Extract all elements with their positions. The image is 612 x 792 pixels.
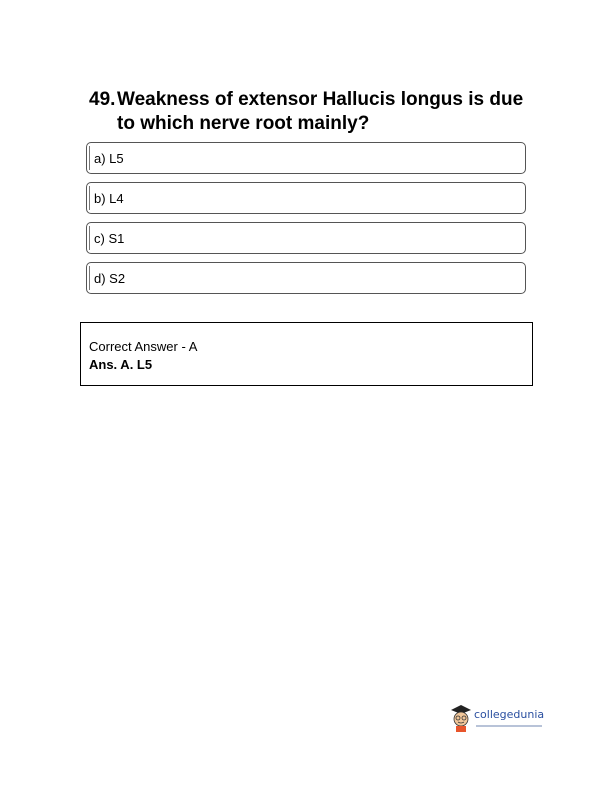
- options-list: [86, 142, 526, 302]
- option-label: a) L5: [94, 151, 124, 166]
- logo-brand-text: collegedunia: [474, 708, 545, 721]
- question-number: 49.: [89, 89, 116, 110]
- option-label: d) S2: [94, 271, 126, 286]
- correct-answer: Correct Answer - A: [89, 339, 198, 354]
- option-a[interactable]: [86, 142, 526, 174]
- mascot-icon: [450, 704, 472, 732]
- answer-explanation: Ans. A. L5: [89, 357, 153, 372]
- option-b[interactable]: [86, 182, 526, 214]
- option-label: c) S1: [94, 231, 125, 246]
- logo-tagline: [476, 725, 542, 727]
- question-text: Weakness of extensor Hallucis longus is due to which nerve root mainly?: [117, 89, 524, 134]
- option-d[interactable]: [86, 262, 526, 294]
- option-c[interactable]: [86, 222, 526, 254]
- answer-box: [80, 322, 533, 386]
- question: [89, 88, 529, 136]
- collegedunia-logo: [450, 704, 550, 734]
- option-label: b) L4: [94, 191, 124, 206]
